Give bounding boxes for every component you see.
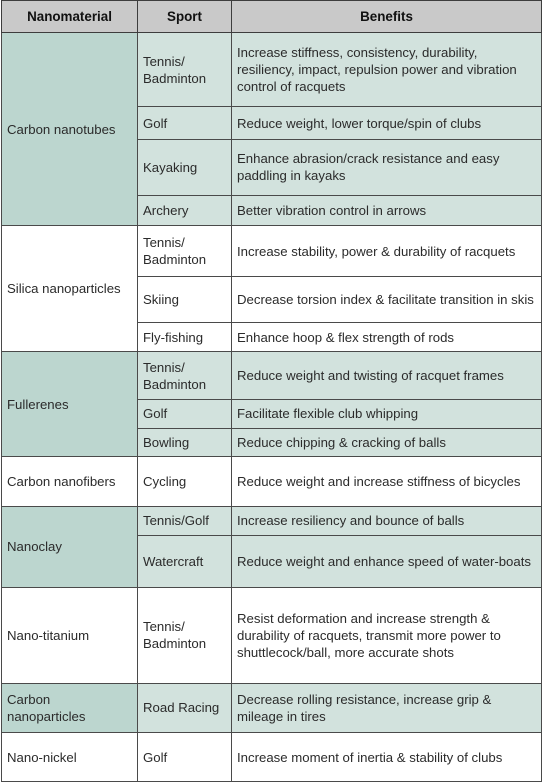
sport-cell: Road Racing xyxy=(138,683,232,733)
table-row xyxy=(2,506,542,535)
nanomaterial-cell: Fullerenes xyxy=(2,352,138,457)
benefit-cell: Increase stiffness, consistency, durability, resiliency, impact, repulsion power and vibration control of racquets xyxy=(232,33,542,107)
benefit-cell: Resist deformation and increase strength & durability of racquets, transmit more power to shuttlecock/ball, more accurate shots xyxy=(232,587,542,683)
sport-cell: Skiing xyxy=(138,276,232,322)
sport-cell: Fly-fishing xyxy=(138,323,232,352)
benefit-cell: Enhance hoop & flex strength of rods xyxy=(232,323,542,352)
table-row xyxy=(2,226,542,277)
header-row xyxy=(2,1,542,33)
benefit-cell: Decrease torsion index & facilitate transition in skis xyxy=(232,276,542,322)
nanomaterial-cell: Carbon nanofibers xyxy=(2,457,138,507)
sport-cell: Watercraft xyxy=(138,535,232,587)
benefit-cell: Better vibration control in arrows xyxy=(232,195,542,225)
sport-cell: Golf xyxy=(138,399,232,428)
sport-cell: Kayaking xyxy=(138,139,232,195)
sport-cell: Tennis/ Badminton xyxy=(138,226,232,277)
benefit-cell: Increase stability, power & durability of racquets xyxy=(232,226,542,277)
sport-cell: Cycling xyxy=(138,457,232,507)
sport-cell: Tennis/ Badminton xyxy=(138,33,232,107)
benefit-cell: Reduce weight, lower torque/spin of clubs xyxy=(232,107,542,139)
table-row xyxy=(2,587,542,683)
sport-cell: Golf xyxy=(138,107,232,139)
benefit-cell: Decrease rolling resistance, increase grip & mileage in tires xyxy=(232,683,542,733)
benefit-cell: Enhance abrasion/crack resistance and easy paddling in kayaks xyxy=(232,139,542,195)
nanomaterial-cell: Nano-nickel xyxy=(2,733,138,782)
sport-cell: Bowling xyxy=(138,429,232,457)
benefit-cell: Increase resiliency and bounce of balls xyxy=(232,506,542,535)
nanomaterial-cell: Carbon nanotubes xyxy=(2,33,138,226)
header-benefits: Benefits xyxy=(232,1,542,33)
table-row xyxy=(2,733,542,782)
header-sport: Sport xyxy=(138,1,232,33)
sport-cell: Tennis/ Badminton xyxy=(138,352,232,399)
header-nanomaterial: Nanomaterial xyxy=(2,1,138,33)
nanomaterial-cell: Carbon nanoparticles xyxy=(2,683,138,733)
table-row xyxy=(2,33,542,107)
benefit-cell: Facilitate flexible club whipping xyxy=(232,399,542,428)
benefit-cell: Reduce weight and enhance speed of water-boats xyxy=(232,535,542,587)
sport-cell: Tennis/ Badminton xyxy=(138,587,232,683)
benefit-cell: Reduce weight and twisting of racquet frames xyxy=(232,352,542,399)
table-row xyxy=(2,352,542,399)
table-row xyxy=(2,457,542,507)
nanomaterial-cell: Silica nanoparticles xyxy=(2,226,138,352)
nanomaterial-cell: Nano-titanium xyxy=(2,587,138,683)
benefit-cell: Increase moment of inertia & stability of clubs xyxy=(232,733,542,782)
nanomaterials-table xyxy=(1,0,542,782)
benefit-cell: Reduce weight and increase stiffness of bicycles xyxy=(232,457,542,507)
sport-cell: Archery xyxy=(138,195,232,225)
table-row xyxy=(2,683,542,733)
sport-cell: Golf xyxy=(138,733,232,782)
benefit-cell: Reduce chipping & cracking of balls xyxy=(232,429,542,457)
nanomaterial-cell: Nanoclay xyxy=(2,506,138,587)
sport-cell: Tennis/Golf xyxy=(138,506,232,535)
